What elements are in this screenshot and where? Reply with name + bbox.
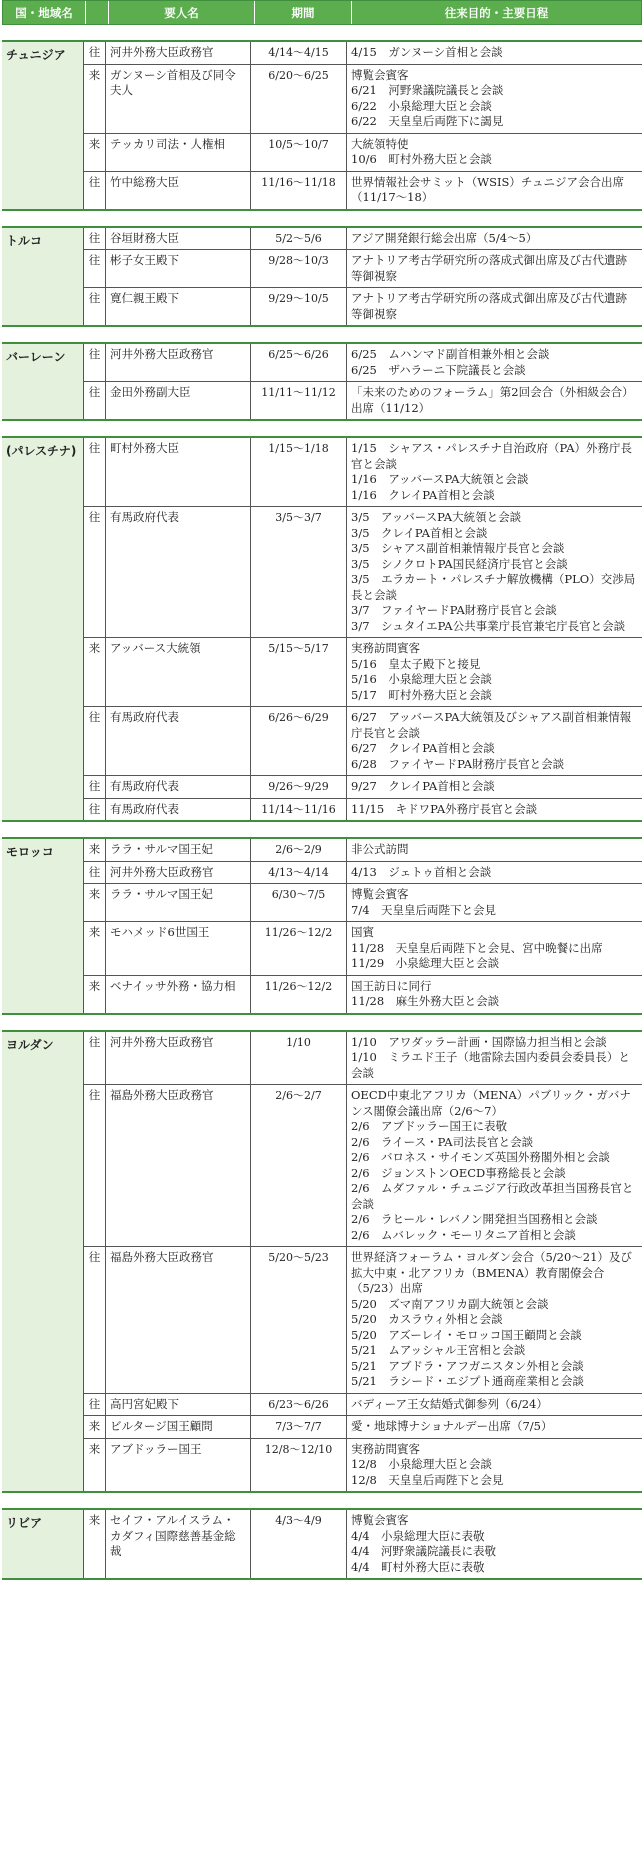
person-name: アブドッラー国王 xyxy=(106,1439,251,1492)
purpose-line: 4/4 町村外務大臣に表敬 xyxy=(351,1559,485,1574)
purpose-line: 1/15 シャアス・パレスチナ自治政府（PA）外務庁長官と会談 xyxy=(351,441,633,471)
purpose-line: 5/20 アズーレイ・モロッコ国王顧問と会談 xyxy=(351,1327,582,1342)
period-cell: 4/14～4/15 xyxy=(251,42,347,64)
purpose-cell xyxy=(347,172,642,209)
person-name: 高円宮妃殿下 xyxy=(106,1394,251,1416)
purpose-line: 2/6 アブドッラー国王に表敬 xyxy=(351,1119,508,1133)
direction-cell: 往 xyxy=(84,228,106,250)
table-row xyxy=(84,1393,642,1416)
section-rows xyxy=(84,42,642,209)
direction-cell: 往 xyxy=(84,250,106,287)
period-cell: 5/20～5/23 xyxy=(251,1247,347,1393)
purpose-line: 2/6 ライース・PA司法長官と会談 xyxy=(351,1134,534,1149)
table-row xyxy=(84,64,642,133)
purpose-line: 2/6 ラヒール・レバノン開発担当国務相と会談 xyxy=(351,1212,598,1226)
purpose-cell xyxy=(347,1085,642,1246)
purpose-cell xyxy=(347,250,642,287)
direction-cell: 来 xyxy=(84,65,106,133)
direction-cell: 往 xyxy=(84,1394,106,1416)
table-row xyxy=(84,1032,642,1085)
table-row xyxy=(84,381,642,419)
purpose-line: 6/27 アッバースPA大統領及びシャアス副首相兼情報庁長官と会談 xyxy=(351,710,632,740)
purpose-line: 「未来のためのフォーラム」第2回会合（外相級会合）出席（11/12） xyxy=(351,385,634,415)
country-name: チュニジア xyxy=(2,42,84,209)
person-name: 谷垣財務大臣 xyxy=(106,228,251,250)
purpose-cell xyxy=(347,1032,642,1085)
purpose-cell xyxy=(347,65,642,133)
table-row xyxy=(84,798,642,821)
person-name: 寛仁親王殿下 xyxy=(106,288,251,325)
purpose-line: 6/22 天皇皇后両陛下に謁見 xyxy=(351,114,504,128)
person-name: テッカリ司法・人権相 xyxy=(106,134,251,171)
purpose-line: アナトリア考古学研究所の落成式御出席及び古代遺跡等御視察 xyxy=(351,291,627,321)
direction-cell: 往 xyxy=(84,799,106,821)
period-cell: 5/2～5/6 xyxy=(251,228,347,250)
direction-cell: 往 xyxy=(84,1085,106,1246)
period-cell: 11/16～11/18 xyxy=(251,172,347,209)
direction-cell: 往 xyxy=(84,507,106,637)
direction-cell: 来 xyxy=(84,1510,106,1578)
purpose-line: 実務訪問賓客 xyxy=(351,1441,420,1456)
purpose-line: 5/21 ラシード・エジプト通商産業相と会談 xyxy=(351,1374,584,1388)
purpose-cell xyxy=(347,344,642,381)
purpose-line: 3/5 シャアス副首相兼情報庁長官と会談 xyxy=(351,541,565,555)
purpose-line: 実務訪問賓客 xyxy=(351,641,420,655)
direction-cell: 来 xyxy=(84,638,106,706)
purpose-cell xyxy=(347,438,642,506)
purpose-line: 愛・地球博ナショナルデー出席（7/5） xyxy=(351,1419,553,1433)
person-name: 有馬政府代表 xyxy=(106,799,251,821)
purpose-line: 6/25 ザハラーニ下院議長と会談 xyxy=(351,362,526,377)
period-cell: 11/14～11/16 xyxy=(251,799,347,821)
purpose-cell xyxy=(347,1394,642,1416)
section-rows xyxy=(84,344,642,419)
purpose-line: 12/8 小泉総理大臣と会談 xyxy=(351,1457,492,1471)
purpose-line: 3/5 シノクロトPA国民経済庁長官と会談 xyxy=(351,556,568,571)
period-cell: 7/3～7/7 xyxy=(251,1416,347,1438)
person-name: 福島外務大臣政務官 xyxy=(106,1247,251,1393)
person-name: 有馬政府代表 xyxy=(106,707,251,775)
purpose-line: 10/6 町村外務大臣と会談 xyxy=(351,152,492,166)
period-cell: 2/6～2/9 xyxy=(251,839,347,861)
purpose-cell xyxy=(347,884,642,921)
section-rows xyxy=(84,839,642,1013)
person-name: 河井外務大臣政務官 xyxy=(106,344,251,381)
period-cell: 9/29～10/5 xyxy=(251,288,347,325)
purpose-line: 7/4 天皇皇后両陛下と会見 xyxy=(351,902,497,917)
purpose-line: 11/15 キドワPA外務庁長官と会談 xyxy=(351,801,538,816)
country-name: リビア xyxy=(2,1510,84,1578)
purpose-line: 6/27 クレイPA首相と会談 xyxy=(351,741,495,755)
table-body xyxy=(2,40,642,1580)
country-section xyxy=(2,837,642,1015)
direction-cell: 往 xyxy=(84,438,106,506)
person-name: ベナイッサ外務・協力相 xyxy=(106,976,251,1013)
purpose-line: 2/6 ジョンストンOECD事務総長と会談 xyxy=(351,1165,566,1180)
purpose-cell xyxy=(347,382,642,419)
purpose-line: 博覧会賓客 xyxy=(351,887,409,901)
purpose-line: 4/4 小泉総理大臣に表敬 xyxy=(351,1528,485,1543)
direction-cell: 往 xyxy=(84,382,106,419)
header-name: 要人名 xyxy=(109,1,255,24)
direction-cell: 往 xyxy=(84,288,106,325)
purpose-line: 4/13 ジェトゥ首相と会談 xyxy=(351,864,492,879)
person-name: 河井外務大臣政務官 xyxy=(106,1032,251,1085)
period-cell: 1/15～1/18 xyxy=(251,438,347,506)
header-direction xyxy=(86,1,109,24)
purpose-cell xyxy=(347,799,642,821)
person-name: ララ・サルマ国王妃 xyxy=(106,839,251,861)
period-cell: 4/13～4/14 xyxy=(251,862,347,884)
person-name: 町村外務大臣 xyxy=(106,438,251,506)
purpose-line: 3/7 ファイヤードPA財務庁長官と会談 xyxy=(351,603,557,617)
country-section xyxy=(2,436,642,822)
direction-cell: 往 xyxy=(84,1032,106,1085)
country-name: モロッコ xyxy=(2,839,84,1013)
purpose-line: 1/10 アワダッラー計画・国際協力担当相と会談 xyxy=(351,1034,607,1049)
purpose-cell xyxy=(347,839,642,861)
person-name: 福島外務大臣政務官 xyxy=(106,1085,251,1246)
purpose-line: 5/20 カスラウィ外相と会談 xyxy=(351,1312,503,1326)
period-cell: 6/23～6/26 xyxy=(251,1394,347,1416)
person-name: 河井外務大臣政務官 xyxy=(106,42,251,64)
table-row xyxy=(84,249,642,287)
period-cell: 1/10 xyxy=(251,1032,347,1085)
purpose-line: 5/21 アブドラ・アフガニスタン外相と会談 xyxy=(351,1358,584,1373)
person-name: セイフ・アルイスラム・カダフィ国際慈善基金総裁 xyxy=(106,1510,251,1578)
direction-cell: 往 xyxy=(84,1247,106,1393)
period-cell: 9/26～9/29 xyxy=(251,776,347,798)
purpose-line: 2/6 バロネス・サイモンズ英国外務閣外相と会談 xyxy=(351,1150,610,1164)
purpose-cell xyxy=(347,288,642,325)
person-name: ガンヌーシ首相及び同令夫人 xyxy=(106,65,251,133)
purpose-line: 2/6 ムダファル・チュニジア行政改革担当国務長官と会談 xyxy=(351,1181,634,1211)
direction-cell: 来 xyxy=(84,884,106,921)
person-name: 金田外務副大臣 xyxy=(106,382,251,419)
purpose-cell xyxy=(347,228,642,250)
purpose-cell xyxy=(347,1416,642,1438)
purpose-line: 1/16 アッバースPA大統領と会談 xyxy=(351,472,529,486)
period-cell: 3/5～3/7 xyxy=(251,507,347,637)
person-name: 有馬政府代表 xyxy=(106,776,251,798)
purpose-line: バディーア王女結婚式御参列（6/24） xyxy=(351,1396,548,1411)
table-row xyxy=(84,975,642,1013)
purpose-line: 1/16 クレイPA首相と会談 xyxy=(351,487,495,502)
country-section xyxy=(2,226,642,328)
table-row xyxy=(84,1084,642,1246)
section-rows xyxy=(84,228,642,326)
purpose-line: 3/7 シュタイエPA公共事業庁長官兼宅庁長官と会談 xyxy=(351,618,626,633)
purpose-line: 6/22 小泉総理大臣と会談 xyxy=(351,98,492,113)
country-section xyxy=(2,40,642,211)
document-page xyxy=(2,0,642,1580)
person-name: 河井外務大臣政務官 xyxy=(106,862,251,884)
direction-cell: 往 xyxy=(84,344,106,381)
purpose-line: 6/25 ムハンマド副首相兼外相と会談 xyxy=(351,347,550,361)
purpose-line: 5/16 皇太子殿下と接見 xyxy=(351,656,481,671)
period-cell: 11/11～11/12 xyxy=(251,382,347,419)
purpose-cell xyxy=(347,922,642,975)
table-row xyxy=(84,839,642,861)
period-cell: 10/5～10/7 xyxy=(251,134,347,171)
purpose-line: 11/28 天皇皇后両陛下と会見、宮中晩餐に出席 xyxy=(351,940,603,955)
period-cell: 6/26～6/29 xyxy=(251,707,347,775)
direction-cell: 往 xyxy=(84,42,106,64)
period-cell: 6/30～7/5 xyxy=(251,884,347,921)
purpose-line: 6/28 ファイヤードPA財務庁長官と会談 xyxy=(351,756,565,771)
purpose-line: 4/15 ガンヌーシ首相と会談 xyxy=(351,45,503,59)
person-name: 竹中総務大臣 xyxy=(106,172,251,209)
direction-cell: 往 xyxy=(84,707,106,775)
person-name: ララ・サルマ国王妃 xyxy=(106,884,251,921)
purpose-line: 9/27 クレイPA首相と会談 xyxy=(351,779,495,793)
purpose-line: 5/16 小泉総理大臣と会談 xyxy=(351,672,492,686)
table-row xyxy=(84,287,642,325)
purpose-line: 世界経済フォーラム・ヨルダン会合（5/20～21）及び拡大中東・北アフリカ（BMENA）教育閣僚会合（5/23）出席 xyxy=(351,1250,632,1295)
purpose-cell xyxy=(347,862,642,884)
purpose-line: 1/10 ミラエド王子（地雷除去国内委員会委員長）と会談 xyxy=(351,1050,630,1080)
country-section xyxy=(2,342,642,421)
purpose-line: 3/5 エラカート・パレスチナ解放機構（PLO）交渉局長と会談 xyxy=(351,572,636,602)
purpose-cell xyxy=(347,507,642,637)
purpose-line: 11/29 小泉総理大臣と会談 xyxy=(351,956,500,970)
purpose-cell xyxy=(347,1510,642,1578)
direction-cell: 往 xyxy=(84,862,106,884)
period-cell: 9/28～10/3 xyxy=(251,250,347,287)
purpose-cell xyxy=(347,638,642,706)
period-cell: 6/20～6/25 xyxy=(251,65,347,133)
country-section xyxy=(2,1030,642,1494)
table-row xyxy=(84,506,642,637)
purpose-line: 4/4 河野衆議院議長に表敬 xyxy=(351,1544,497,1558)
person-name: 彬子女王殿下 xyxy=(106,250,251,287)
direction-cell: 来 xyxy=(84,922,106,975)
person-name: 有馬政府代表 xyxy=(106,507,251,637)
table-row xyxy=(84,438,642,506)
section-rows xyxy=(84,1032,642,1492)
person-name: モハメッド6世国王 xyxy=(106,922,251,975)
purpose-line: 世界情報社会サミット（WSIS）チュニジア会合出席（11/17～18） xyxy=(351,174,625,204)
purpose-line: 6/21 河野衆議院議長と会談 xyxy=(351,83,504,97)
table-row xyxy=(84,344,642,381)
purpose-line: 2/6 ムバレック・モーリタニア首相と会談 xyxy=(351,1227,576,1242)
purpose-line: アナトリア考古学研究所の落成式御出席及び古代遺跡等御視察 xyxy=(351,253,627,283)
header-purpose: 往来目的・主要日程 xyxy=(444,5,549,20)
table-row xyxy=(84,1438,642,1492)
table-header xyxy=(2,0,642,25)
table-row xyxy=(84,921,642,975)
country-name: (パレスチナ) xyxy=(2,438,84,820)
person-name: アッバース大統領 xyxy=(106,638,251,706)
table-row xyxy=(84,171,642,209)
direction-cell: 来 xyxy=(84,134,106,171)
table-row xyxy=(84,228,642,250)
table-row xyxy=(84,133,642,171)
purpose-cell xyxy=(347,1247,642,1393)
person-name: ビルタージ国王顧問 xyxy=(106,1416,251,1438)
purpose-cell xyxy=(347,1439,642,1492)
header-country: 国・地域名 xyxy=(3,1,86,24)
table-row xyxy=(84,42,642,64)
direction-cell: 来 xyxy=(84,839,106,861)
table-row xyxy=(84,637,642,706)
period-cell: 11/26～12/2 xyxy=(251,922,347,975)
table-row xyxy=(84,1415,642,1438)
country-name: トルコ xyxy=(2,228,84,326)
purpose-cell xyxy=(347,976,642,1013)
period-cell: 12/8～12/10 xyxy=(251,1439,347,1492)
direction-cell: 来 xyxy=(84,1416,106,1438)
purpose-cell xyxy=(347,707,642,775)
country-section xyxy=(2,1508,642,1580)
period-cell: 5/15～5/17 xyxy=(251,638,347,706)
table-row xyxy=(84,775,642,798)
purpose-cell xyxy=(347,42,642,64)
purpose-line: 5/20 ズマ南アフリカ副大統領と会談 xyxy=(351,1296,549,1311)
purpose-line: 5/17 町村外務大臣と会談 xyxy=(351,687,492,702)
table-row xyxy=(84,1246,642,1393)
period-cell: 4/3～4/9 xyxy=(251,1510,347,1578)
purpose-line: 国賓 xyxy=(351,925,374,939)
purpose-line: 3/5 アッバースPA大統領と会談 xyxy=(351,510,522,524)
country-name: ヨルダン xyxy=(2,1032,84,1492)
purpose-line: 非公式訪問 xyxy=(351,842,409,856)
table-row xyxy=(84,861,642,884)
direction-cell: 来 xyxy=(84,976,106,1013)
direction-cell: 往 xyxy=(84,776,106,798)
table-row xyxy=(84,706,642,775)
purpose-line: OECD中東北アフリカ（MENA）パブリック・ガバナンス閣僚会議出席（2/6～7） xyxy=(351,1088,631,1118)
purpose-line: 国王訪日に同行 xyxy=(351,978,432,993)
purpose-cell xyxy=(347,134,642,171)
purpose-line: 12/8 天皇皇后両陛下と会見 xyxy=(351,1472,504,1487)
purpose-line: 博覧会賓客 xyxy=(351,1513,409,1527)
table-row xyxy=(84,883,642,921)
purpose-line: 大統領特使 xyxy=(351,136,409,151)
header-period: 期間 xyxy=(255,1,352,24)
purpose-line: アジア開発銀行総会出席（5/4～5） xyxy=(351,230,538,245)
purpose-cell xyxy=(347,776,642,798)
section-rows xyxy=(84,1510,642,1578)
period-cell: 6/25～6/26 xyxy=(251,344,347,381)
direction-cell: 往 xyxy=(84,172,106,209)
country-name: バーレーン xyxy=(2,344,84,419)
period-cell: 11/26～12/2 xyxy=(251,976,347,1013)
purpose-line: 3/5 クレイPA首相と会談 xyxy=(351,525,488,540)
direction-cell: 来 xyxy=(84,1439,106,1492)
table-row xyxy=(84,1510,642,1578)
purpose-line: 5/21 ムアッシャル王宮相と会談 xyxy=(351,1343,526,1357)
section-rows xyxy=(84,438,642,820)
period-cell: 2/6～2/7 xyxy=(251,1085,347,1246)
purpose-line: 11/28 麻生外務大臣と会談 xyxy=(351,994,500,1008)
purpose-line: 博覧会賓客 xyxy=(351,67,409,82)
